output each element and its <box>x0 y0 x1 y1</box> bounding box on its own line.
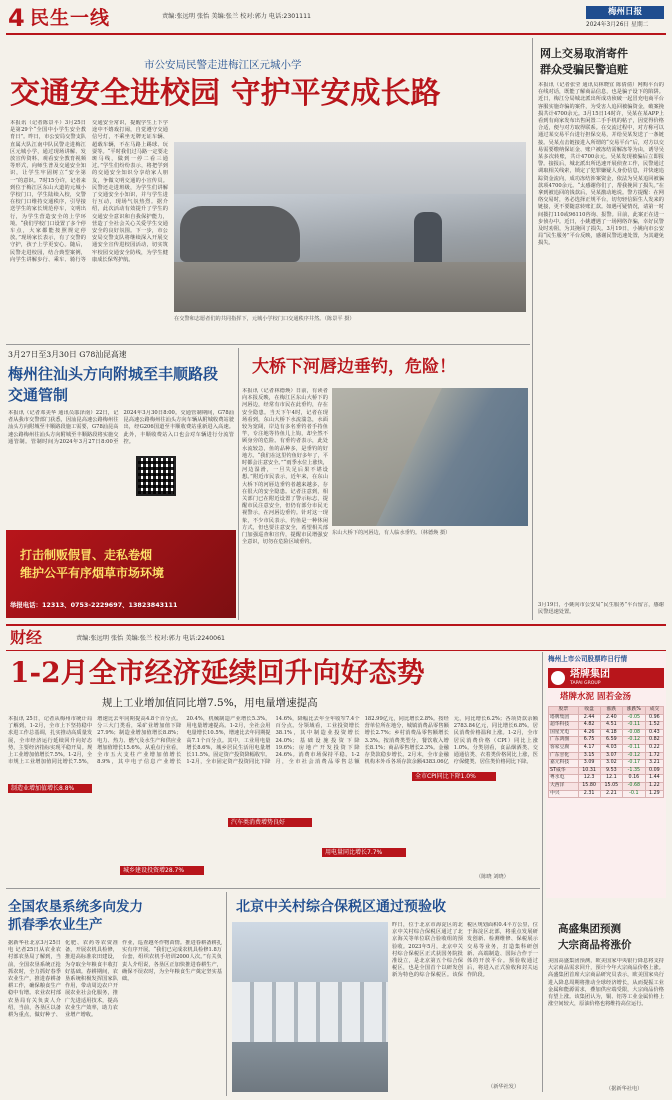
stock-row <box>549 790 664 798</box>
stock-name-cell: 广东鸿图 <box>549 737 579 745</box>
stock-name-cell: 大西洋 <box>549 782 579 790</box>
stock-header-cell: 收盘 <box>578 707 600 715</box>
fishing-body-lower <box>332 540 528 616</box>
stock-name-cell: 客家豆腐 <box>549 744 579 752</box>
stock-row <box>549 767 664 775</box>
masthead-logo <box>586 6 664 19</box>
lead-body-tail <box>174 324 526 340</box>
stock-value-cell: 1.29 <box>645 790 663 798</box>
stock-value-cell: -0.1 <box>622 790 645 798</box>
photo-buildings <box>232 982 388 1042</box>
qr-code <box>136 456 176 496</box>
photo-car <box>180 206 300 262</box>
agri-headline-1: 全国农垦系统多向发力 <box>8 899 143 915</box>
stock-value-cell: 2.44 <box>578 714 600 722</box>
gaosheng-story <box>546 900 666 1096</box>
stock-value-cell: 9.53 <box>600 767 622 775</box>
stock-value-cell: -0.05 <box>622 714 645 722</box>
stock-value-cell: -0.17 <box>622 760 645 768</box>
stock-value-cell: 15.80 <box>578 782 600 790</box>
stock-row <box>549 714 664 722</box>
stock-header-cell: 涨跌% <box>622 707 645 715</box>
gaosheng-headline-1: 高盛集团预测 <box>558 923 621 935</box>
page-header <box>6 4 666 32</box>
lead-headline: 交通安全进校园 守护平安成长路 <box>10 76 441 111</box>
stock-value-cell: 0.09 <box>645 767 663 775</box>
stock-name-cell: 超华科技 <box>549 722 579 730</box>
stock-value-cell: 1.22 <box>645 782 663 790</box>
fishing-story <box>242 348 530 620</box>
stock-value-cell: 3.21 <box>645 760 663 768</box>
gaosheng-body: 美国高盛集团预测，欧美国家中央银行降息将支持大宗商品需求回升，预计今年大宗商品价格上涨。高盛集团首席大宗商品研究员表示，欧美国家央行进入降息周期将推动全球经济增长，从而提振工业金属和能源需求，叠加供应端受限，大宗商品价格有望上涨。该集团认为，铜、铝等工业金属价格上涨空间较大，原油价格也将维持高位运行。 <box>548 958 664 1008</box>
stock-value-cell: -0.68 <box>622 782 645 790</box>
stock-value-cell: 1.72 <box>645 752 663 760</box>
econ-story <box>6 652 540 886</box>
right-body: 本报讯（记者张莹 通讯员林晓宜 陈倩倩）网购平台的在线对话，既能了解商品信息，也是骗子设下的陷阱。近日，梅江分局城北派出所成功侦破一起冒充电商平台客服实施诈骗的案件，为受害人追回被骗资金，破案挽损共计4700余元。3月15日14时许，吴某在某APP上看到有商家发布出售闲置二手手机的帖子，因觉得价格合适，便与对方取得联系。在交流过程中，对方称可以通过某交易平台进行担保交易，并给吴某发送了一条链接。吴某点击链接进入所谓的“交易平台”后，对方以交易需要缴纳保证金、账户被冻结需解冻等为由，诱导吴某多次转账，共计4700余元。吴某发现被骗后立即报警。接报后，城北派出所迅速开展侦查工作，民警通过调取相关线索，锁定了犯罪嫌疑人身份信息，并快速追踪资金流向，成功冻结涉案资金，依法为吴某追回被骗款项4700余元。“太感谢你们了，帮我挽回了损失。”在拿到被追回的钱款后，吴某激动地说。警方提醒：在网络交易时，务必选择正规平台，切勿轻信陌生人发来的链接，更不要随意转账汇款。如遇可疑情况，请第一时间拨打110或96110咨询、报警。目前，此案正在进一步侦办中。近日，小姚遭遇了一场网络诈骗，幸好民警及时劝阻，为其挽回了损失。3月19日，小姚向市公安局“民生服务”平台反映，感谢民警迅速处置，为其避免损失。 <box>538 82 664 247</box>
stock-value-cell: -0.12 <box>622 737 645 745</box>
stock-value-cell: 3.09 <box>578 760 600 768</box>
stock-value-cell: 6.75 <box>578 737 600 745</box>
ad-line-2: 维护公平有序烟草市场环境 <box>20 566 165 580</box>
stock-divider <box>542 652 543 1092</box>
stock-value-cell: 4.26 <box>578 729 600 737</box>
section-title: 民生一线 <box>30 7 111 29</box>
econ-bar-manufacturing: 制造业增加值增长8.8% <box>8 784 92 793</box>
bonded-headline: 北京中关村综合保税区通过预验收 <box>236 899 446 915</box>
stock-row <box>549 722 664 730</box>
right-headline-2: 群众受骗民警追赃 <box>540 63 628 76</box>
lead-bottom-rule <box>6 344 530 345</box>
stock-row <box>549 760 664 768</box>
stock-header-row <box>549 707 664 715</box>
stock-name-cell: 国星光电 <box>549 729 579 737</box>
lead-photo <box>174 142 526 312</box>
stock-row <box>549 737 664 745</box>
stock-name-cell: 粤水电 <box>549 775 579 783</box>
stock-value-cell: 1.52 <box>645 722 663 730</box>
ad-hotline: 举报电话：12313、0753-2229697、13823843111 <box>10 601 178 609</box>
stock-value-cell: 2.21 <box>600 790 622 798</box>
finance-section-title: 财经 <box>10 628 43 647</box>
agri-story <box>6 892 224 1096</box>
bonded-photo <box>232 922 388 1092</box>
stock-value-cell: 0.82 <box>645 737 663 745</box>
stock-value-cell: 6.59 <box>600 737 622 745</box>
photo-embankment <box>332 388 442 526</box>
stock-row <box>549 782 664 790</box>
fishing-photo-caption: 东山大桥下的河唇边，有人临水垂钓。（林德焕 摄） <box>332 530 451 536</box>
stock-value-cell: 4.18 <box>600 729 622 737</box>
econ-body: 本报讯 25日，记者从梅州市统计局了解到，1-2月，全市上下坚持稳中求进工作总基调，扎实推动高质量发展，全市经济运行延续回升向好态势，主要经济指标实现平稳开局。规上工业增加值增长7.5%。1-2月，全市规上工业增加值同比增长7.5%，增速比去年同期提高4.8个百分点。分三大门类看，采矿业增加值下降27.9%；制造业增加值增长8.8%；电力、热力、燃气及水生产和供应业增加值增长15.6%。从重点行业看，全市五大支柱产业增加值增长8.9%，其中电子信息产业增长20.4%，机械制造产业增长5.3%。用电量增速提高。1-2月，全社会用电量增长10.5%，增速比去年同期提高7.1个百分点。其中，工业用电量增长8.6%，城乡居民生活用电量增长11.5%。固定资产投资降幅收窄。1-2月，全市固定资产投资同比下降14.6%，降幅比去年全年收窄7.4个百分点。分领域看，工业投资增长38.1%，其中制造业投资增长24.0%；基础设施投资下降19.6%；房地产开发投资下降24.6%。消费市场保持平稳。1-2月，全市社会消费品零售总额182.99亿元，同比增长2.8%。按经营单位所在地分，城镇消费品零售额增长2.7%；乡村消费品零售额增长3.3%。按消费类型分，餐饮收入增长8.1%；商品零售增长2.3%。金融存贷款稳步增长。2月末，全市金融机构本外币各项存款余额4383.06亿元，同比增长6.2%；各项贷款余额2783.84亿元，同比增长6.8%。居民消费价格温和上涨。1-2月，全市居民消费价格（CPI）同比上涨1.0%。分类别看，食品烟酒类、交通通信类、衣着类价格同比上涨，医疗保健类、居住类价格同比下降。 <box>8 716 538 766</box>
company-en: TAPAI GROUP <box>570 681 601 686</box>
finance-header <box>6 628 666 648</box>
stock-value-cell: 12.3 <box>578 775 600 783</box>
bonded-story <box>230 892 540 1096</box>
company-logo-block <box>548 668 664 688</box>
stock-value-cell: 0.43 <box>645 729 663 737</box>
lead-body-lower <box>172 120 524 140</box>
stock-name-cell: 嘉元科技 <box>549 760 579 768</box>
tobacco-ad <box>6 530 236 618</box>
finance-mid-rule <box>6 888 540 889</box>
stock-title: 梅州上市公司股票昨日行情 <box>548 655 628 663</box>
fishing-headline: 大桥下河唇边垂钓，危险！ <box>252 357 456 377</box>
stock-value-cell: 15.05 <box>600 782 622 790</box>
fishing-body: 本报讯（记者林德焕）日前，有读者向本报反映，在梅江区东山大桥下的河唇边，经常有市民在此垂钓，存在安全隐患。当天下午4时，记者在现场看到，东山大桥下水流湍急，水面较为宽阔，岸边有多名垂钓者手持鱼竿，专注地等待鱼儿上钩，却全然不顾身旁的危险。有垂钓者表示，此处水流较急，鱼的品种多，是垂钓的好地方。“我们在这里钓鱼好多年了，平时都会注意安全。”“雨季水位上涨快，河边湿滑，一旦失足后果不堪设想。”附近市民表示，近年来，在东山大桥下的河唇边垂钓者越来越多，存在很大的安全隐患。记者注意到，相关部门已在附近设置了警示标志，提醒市民注意安全，但仍有部分市民无视警示，在河唇边垂钓。针对这一现象，不少市民表示，钓鱼是一种休闲方式，但也要注意安全，希望相关部门加强巡查和宣传，提醒市民增强安全意识，切勿在危险区域垂钓。 <box>242 388 328 546</box>
bonded-body: 昨日，位于北京市海淀区的北京中关村综合保税区通过了北京海关等单位联合验收组的预验收。2023年5月，北京中关村综合保税区正式获国务院批准设立，是北京第五个综合保税区，也是全国首个以研发创新为特色的综合保税区。该保税区规划面积0.4平方公里，位于海淀区北部，将重点发展研发创新、检测维修、保税展示交易等业务，打造集科研创新、高端制造、国际合作于一体的开放平台。预验收通过后，将进入正式验收和封关运作阶段。 <box>392 922 538 979</box>
stock-value-cell: 0.16 <box>622 775 645 783</box>
company-slogan: 塔牌水泥 固若金汤 <box>560 692 631 702</box>
stock-value-cell: 10.31 <box>578 767 600 775</box>
agri-body: 据新华社北京3月25日电 记者25日从农业农村部农垦局了解到，当前，全国农垦系统正抢抓农时，全力抓好春季农业生产，推进春耕备耕工作，确保粮食生产稳中有增。农业农村部农垦局有关负责人介绍，当前，各垦区以备耕为重点，做好种子、化肥、农药等农资准备，开展农机具检修，推进高标准农田建设，为夺取全年粮食丰收打好基础。春耕期间，农垦系统积极发挥国家队作用，带动周边农户开展农业社会化服务，推广先进适用技术，提高农业生产效率，助力农业增产增收。 <box>8 940 118 1019</box>
stock-value-cell: -1.35 <box>622 767 645 775</box>
lead-photo-caption: 在交警和志愿者们的共同指挥下，元城小学校门口交通秩序井然。（陈景平 摄） <box>174 316 355 322</box>
econ-subhead: 规上工业增加值同比增7.5%，用电量增速提高 <box>102 697 318 709</box>
econ-byline: （陈晓 刘晓） <box>476 874 509 880</box>
right-column-divider <box>532 38 533 620</box>
fishing-photo <box>332 388 528 526</box>
agri-divider <box>226 892 227 1096</box>
lead-story <box>6 38 528 342</box>
finance-top-rule <box>6 624 666 626</box>
econ-bar-cpi: 全市CPI同比下降1.0% <box>412 772 496 781</box>
notice-story <box>6 348 236 620</box>
notice-divider <box>238 348 239 620</box>
finance-credits: 责编:张远明 张怡 美编:张兰 校对:郭力 电话:2240061 <box>76 635 225 642</box>
company-name: 塔牌集团 <box>570 669 610 680</box>
stock-value-cell: -0.11 <box>622 722 645 730</box>
stock-value-cell: 0.22 <box>645 744 663 752</box>
agri-headline-2: 抓春季农业生产 <box>8 917 103 933</box>
stock-table <box>548 706 664 798</box>
stock-value-cell: 0.96 <box>645 714 663 722</box>
lead-kicker: 市公安局民警走进梅江区元城小学 <box>144 59 302 71</box>
stock-header-cell: 成交 <box>645 707 663 715</box>
stock-value-cell: -0.12 <box>622 752 645 760</box>
econ-bar-electricity: 用电量同比增长7.7% <box>322 848 406 857</box>
econ-bar-auto: 汽车类消费增势良好 <box>228 818 312 827</box>
lead-body: 本报讯（记者陈景平）3月25日是第29个“全国中小学生安全教育日”。昨日，市公安局交警支队直属大队江南中队民警走进梅江区元城小学，通过现场讲解、发放宣传资料、观看安全教育视频等形式，向师生普及交通安全知识，让学生牢固树立“安全第一”的意识。7时15分许，记者来到位于梅江区东山大道的元城小学校门口，学生陆续入校，交警在校门口维持交通秩序，引导接送学生的家长规范停车，文明出行，为学生营造安全的上学环境。“我们学校门口设置了多个停车点，大家都能按照规定停放。”现场家长表示，有了交警的守护，孩子上学更安心。随后，民警走进校园，结合典型案例，向学生讲解步行、乘车、骑行等交通安全常识，提醒学生上下学途中不嬉戏打闹，自觉遵守交通信号灯，不乘坐无牌无证车辆、超载车辆，不在马路上踢球、玩耍等。“平时我们过马路一定要走斑马线，做到一停二看三通过。”学生们纷纷表示，将把学到的交通安全知识分享给家人朋友，争做文明交通的小宣传员。民警还走进班级，为学生们讲解了交通安全小知识，并与学生进行互动，现场气氛热烈。据介绍，此次活动有效提升了学生的交通安全意识和自我保护能力，营造了全社会关心关爱学生交通安全的良好氛围。下一步，市公安局交警支队将继续深入开展交通安全宣传进校园活动，切实筑牢校园交通安全防线，为学生健康成长保驾护航。 <box>10 120 168 263</box>
photo-building <box>174 142 526 194</box>
stock-row <box>549 775 664 783</box>
stock-name-cell: 广东甘化 <box>549 752 579 760</box>
stock-name-cell: 中兴 <box>549 790 579 798</box>
stock-value-cell: 4.82 <box>578 722 600 730</box>
stock-row <box>549 744 664 752</box>
stock-value-cell: 4.51 <box>600 722 622 730</box>
stock-value-cell: 4.17 <box>578 744 600 752</box>
stock-value-cell: 4.03 <box>600 744 622 752</box>
stock-value-cell: -0.11 <box>622 744 645 752</box>
header-credits: 责编:张远明 张怡 美编:张兰 校对:郭力 电话:2301111 <box>162 13 311 20</box>
stock-value-cell: 3.15 <box>578 752 600 760</box>
ad-line-1: 打击制贩假冒、走私卷烟 <box>20 548 153 562</box>
stock-value-cell: 2.40 <box>600 714 622 722</box>
stock-value-cell: 3.07 <box>600 752 622 760</box>
stock-row <box>549 752 664 760</box>
econ-headline: 1-2月全市经济延续回升向好态势 <box>10 656 425 689</box>
notice-body: 本报讯（记者邓美华 通讯员邬泽南）22日，记者从我市交警部门获悉，因汕昆高速公路梅州往汕头方向附城至丰顺路段施工需要，G78汕昆高速公路梅州往汕头方向附城至丰顺路段将实施交通管制。管制时间为2024年3月27日8:00至2024年3月30日8:00。交通管制期间，G78汕昆高速公路梅州往汕头方向车辆从附城收费站驶出，经G206国道至丰顺收费站重新进入高速。此外，丰顺收费站入口也会对车辆进行分流管控。 <box>8 410 234 445</box>
stock-value-cell: 3.02 <box>600 760 622 768</box>
stock-header-cell: 股票 <box>549 707 579 715</box>
stock-name-cell: ST威华 <box>549 767 579 775</box>
stock-row <box>549 729 664 737</box>
right-footer: 3月19日，小姚向市公安局“民生服务”平台留言，感谢民警迅速处置。 <box>538 602 664 616</box>
notice-kicker: 3月27日至3月30日 G78汕昆高速 <box>8 350 127 359</box>
bonded-byline: （新华社发） <box>488 1084 520 1090</box>
notice-headline: 梅州往汕头方向附城至丰顺路段交通管制 <box>8 365 219 404</box>
header-rule <box>6 33 666 35</box>
gaosheng-headline-2: 大宗商品将涨价 <box>558 939 632 951</box>
finance-header-rule <box>6 650 666 651</box>
issue-date: 2024年3月26日 星期二 <box>586 22 649 28</box>
page-number: 4 <box>8 4 25 32</box>
stock-name-cell: 塔牌集团 <box>549 714 579 722</box>
stock-value-cell: -0.08 <box>622 729 645 737</box>
stock-value-cell: 2.31 <box>578 790 600 798</box>
agri-body-col2: 作业，巡查越冬作物苗情。推进春耕备耕扎实有序开展。“我们已完成农机具检修1.8万台套，组织农机手培训2000人次。”有关负责人介绍说，各垦区正加快推进春耕生产，确保不误农时，为全年粮食生产奠定坚实基础。 <box>122 940 222 983</box>
right-headline-1: 网上交易取消寄件 <box>540 47 628 60</box>
company-logo-icon <box>551 671 565 685</box>
stock-value-cell: 12.1 <box>600 775 622 783</box>
photo-road <box>174 262 526 312</box>
paper-name: 梅州日报 <box>607 7 642 17</box>
stock-panel <box>546 652 666 898</box>
right-column-story <box>536 40 666 620</box>
gaosheng-byline: （据新华社电） <box>606 1086 643 1092</box>
econ-bar-construction: 城乡建设投资增28.7% <box>120 866 204 875</box>
stock-header-cell: 涨跌 <box>600 707 622 715</box>
stock-value-cell: 1.44 <box>645 775 663 783</box>
